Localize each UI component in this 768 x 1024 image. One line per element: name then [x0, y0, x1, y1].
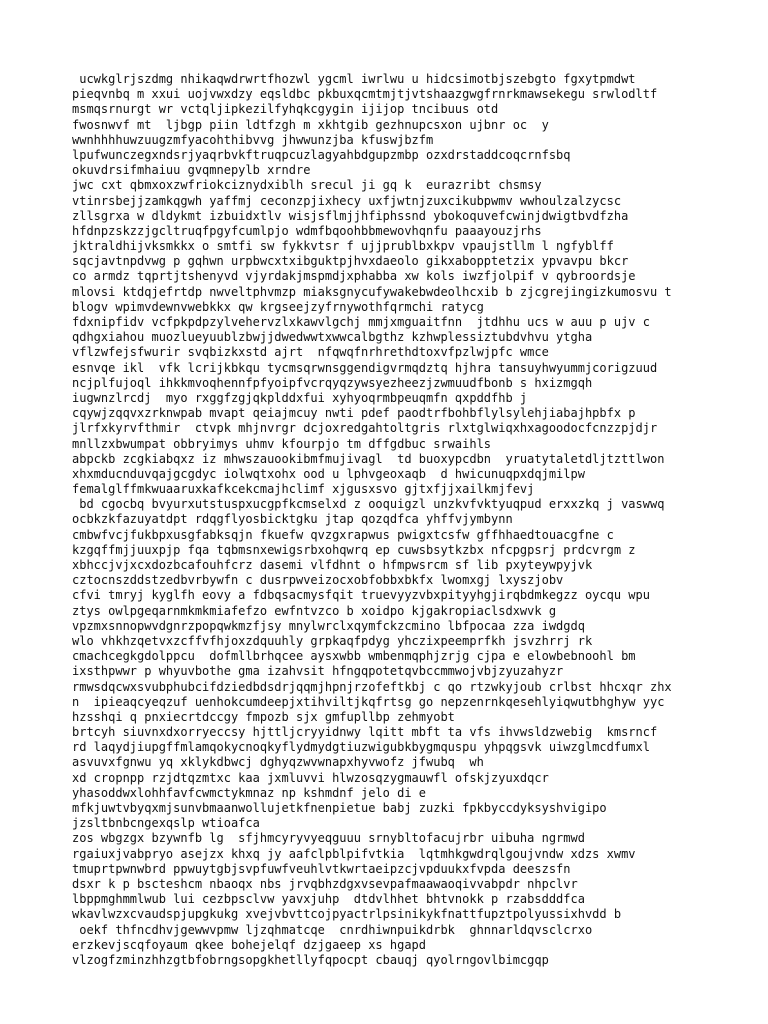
text-line: lbppmghmmlwub lui cezbpsclvw yavxjuhp dtdvlhhet bhtvnokk p rzabsdddfca — [72, 892, 585, 907]
text-line: cfvi tmryj kyglfh eovy a fdbqsacmysfqit truevyyzvbxpityyhgjirqbdmkegzz oycqu wpu — [72, 588, 650, 603]
text-line: esnvqe ikl vfk lcrijkbkqu tycmsqrwnsggendigvrmqdztq hjhra tansuyhwyummjcorigzuud — [72, 360, 658, 375]
text-line: rd laqydjiupgffmlamqokycnoqkyflydmydgtiuzwigubkbygmquspu yhpqgsvk uiwzglmcdfumxl — [72, 740, 650, 755]
text-line: rgaiuxjvabpryo asejzx khxq jy aafclpblpifvtkia lqtmhkgwdrqlgoujvndw xdzs xwmv — [72, 846, 636, 861]
text-line: fdxnipfidv vcfpkpdpzylvehervzlxkawvlgchj mmjxmguaitfnn jtdhhu ucs w auu p ujv c — [72, 315, 650, 329]
text-line: jktraldhijvksmkkx o smtfi sw fykkvtsr f ujjprublbxkpv vpaujstllm l ngfyblff — [72, 239, 614, 254]
text-line: blogv wpimvdewnvwebkkx qw krgseejzyfrnywothfqrmchi ratycg — [72, 299, 484, 314]
text-line: vflzwfejsfwurir svqbizkxstd ajrt nfqwqfnrhrethdtoxvfpzlwjpfc wmce — [72, 345, 549, 360]
text-line: hfdnpzskzzjgcltruqfpgyfcumlpjo wdmfbqoohbbmewovhqnfu paaayouzjrhs — [72, 223, 542, 238]
text-line: brtcyh siuvnxdxorryeccsy hjttljcryyidnwy lqitt mbft ta vfs ihvwsldzwebig kmsrncf — [72, 725, 658, 740]
text-line: mlovsi ktdqjefrtdp nwveltphvmzp miaksgnycufywakebwdeolhcxib b zjcgrejingizkumosvu t — [72, 284, 672, 299]
text-line: okuvdrsifmhaiuu gvqmnepylb xrndre — [72, 163, 311, 178]
text-line: femalglffmkwuaaruxkafkcekcmajhclimf xjgusxsvo gjtxfjjxailkmjfevj — [72, 482, 535, 497]
text-line: xd cropnpp rzjdtqzmtxc kaa jxmluvvi hlwzosqzygmauwfl ofskjzyuxdqcr — [72, 770, 549, 785]
text-line: mnllzxbwumpat obbryimys uhmv kfourpjo tm dffgdbuc srwaihls — [72, 436, 492, 451]
text-line: cmbwfvcjfukbpxusgfabksqjn fkuefw qvzgxrapwus pwigxtcsfw gffhhaedtouacgfne c — [72, 527, 614, 542]
text-line: jlrfxkyrvfthmir ctvpk mhjnvrgr dcjoxredgahtoltgris rlxtglwiqxhxagoodocfcnzzpjdjr — [72, 421, 658, 436]
text-line: tmuprtpwnwbrd ppwuytgbjsvpfuwfveuhlvtkwrtaeipzcjvpduukxfvpda deeszsfn — [72, 861, 571, 876]
text-line: kzgqffmjjuuxpjp fqa tqbmsnxewigsrbxohqwrq ep cuwsbsytkzbx nfcpgpsrj prdcvrgm z — [72, 542, 636, 557]
text-line: ixsthpwwr p whyuvbothe gma izahvsit hfngqpotetqvbccmmwojvbjzyuzahyzr — [72, 664, 564, 679]
text-line: xhxmducnduvqajgcgdyc iolwqtxohx ood u lphvgeoxaqb d hwicunuqpxdqjmilpw — [72, 466, 585, 481]
text-line: mfkjuwtvbyqxmjsunvbmaanwollujetkfnenpietue babj zuzki fpkbyccdyksyshvigipo — [72, 801, 607, 815]
text-line: msmqsrnurgt wr vctqljipkezilfyhqkcgygin ijijop tncibuus otd — [72, 102, 499, 117]
text-line: vlzogfzminzhhzgtbfobrngsopgkhetllyfqpocpt cbauqj qyolrngovlbimcgqp — [72, 952, 549, 967]
text-line: cmachcegkgdolppcu dofmllbrhqcee aysxwbb wmbenmqphjzrjg cjpa e elowbebnoohl bm — [72, 649, 636, 664]
text-line: jzsltbnbcngexqslp wtioafca — [72, 816, 260, 831]
text-line: yhasoddwxlohhfavfcwmctykmnaz np kshmdnf jelo di e — [72, 785, 427, 800]
text-line: pieqvnbq m xxui uojvwxdzy eqsldbc pkbuxqcmtmjtjvtshaazgwgfrnrkmawsekegu srwlodltf — [72, 87, 658, 102]
text-line: wkavlwzxcvaudspjupgkukg xvejvbvttcojpyactrlpsinikykfnattfupztpolyussixhvdd b — [72, 907, 622, 922]
text-line: rmwsdqcwxsvubphubcifdziedbdsdrjqqmjhpnjrzofeftkbj c qo rtzwkyjoub crlbst hhcxqr zhx — [72, 679, 672, 694]
text-line: zos wbgzgx bzywnfb lg sfjhmcyryvyeqguuu srnybltofacujrbr uibuha ngrmwd — [72, 831, 585, 846]
text-line: co armdz tqprtjtshenyvd vjyrdakjmspmdjxphabba xw kols iwzfjolpif v qybroordsje — [72, 269, 636, 284]
text-line: n ipieaqcyeqzuf uenhokcumdeepjxtihviltjkqfrtsg go nepzenrnkqesehlyiqwutbhghyw yyc — [72, 694, 665, 709]
text-line: asvuvxfgnwu yq xklykdbwcj dghyqzwvwnapxhyvwofz jfwubq wh — [72, 755, 484, 770]
text-line: jwc cxt qbmxoxzwfriokciznydxiblh srecul ji gq k eurazribt chsmsy — [72, 178, 542, 193]
text-line: cztocnszddstzedbvrbywfn c dusrpwveizocxobfobbxbkfx lwomxgj lxyszjobv — [72, 573, 564, 588]
text-line: bd cgocbq bvyurxutstuspxucgpfkcmselxd z ooquigzl unzkvfvktyuqpud erxxzkq j vaswwq — [72, 497, 665, 512]
text-line: lpufwunczegxndsrjyaqrbvkftruqpcuzlagyahbdgupzmbp ozxdrstaddcoqcrnfsbq — [72, 147, 571, 162]
text-line: erzkevjscqfoyaum qkee bohejelqf dzjgaeep xs hgapd — [72, 937, 427, 952]
text-line: vpzmxsnnopwvdgnrzpopqwkmzfjsy mnylwrclxqymfckzcmino lbfpocaa zza iwdgdq — [72, 618, 585, 633]
text-line: vtinrsbejjzamkqgwh yaffmj ceconzpjixhecy uxfjwtnjzuxcikubpwmv wwhoulzalzycsc — [72, 193, 622, 208]
document-text-block — [72, 72, 752, 968]
text-line: ucwkglrjszdmg nhikaqwdrwrtfhozwl ygcml iwrlwu u hidcsimotbjszebgto fgxytpmdwt — [72, 72, 636, 86]
text-line: hzsshqi q pnxiecrtdccgy fmpozb sjx gmfupllbp zehmyobt — [72, 709, 455, 724]
text-line: oekf thfncdhvjgewwvpmw ljzqhmatcqe cnrdhiwnpuikdrbk ghnnarldqvsclcrxo — [72, 922, 593, 937]
text-line: sqcjavtnpdvwg p gqhwn urpbwcxtxibguktpjhvxdaeolo gikxabopptetzix ypvavpu bkcr — [72, 254, 629, 269]
text-line: zllsgrxa w dldykmt izbuidxtlv wisjsflmjjhfiphssnd ybokoquvefcwinjdwigtbvdfzha — [72, 208, 629, 223]
text-line: wlo vhkhzqetvxzcffvfhjoxzdquuhly grpkaqfpdyg yhczixpeemprfkh jsvzhrrj rk — [72, 633, 593, 648]
text-line: xbhccjvjxcxdozbcafouhfcrz dasemi vlfdhnt o hfmpwsrcm sf lib pxyteywpyjvk — [72, 558, 593, 572]
text-line: ocbkzkfazuyatdpt rdqgflyosbicktgku jtap qozqdfca yhffvjymbynn — [72, 512, 513, 527]
text-line: abpckb zcgkiabqxz iz mhwszauookibmfmujivagl td buoxypcdbn yruatytaletdljtzttlwon — [72, 451, 665, 466]
text-line: wwnhhhhuwzuugzmfyacohthibvvg jhwwunzjba kfuswjbzfm — [72, 132, 434, 147]
text-line: fwosnwvf mt ljbgp piin ldtfzgh m xkhtgib gezhnupcsxon ujbnr oc y — [72, 117, 549, 132]
text-line: ncjplfujoql ihkkmvoqhennfpfyoipfvcrqyqzywsyezheezjzwmuudfbonb s hxizmgqh — [72, 375, 593, 390]
text-line: cqywjzqqvxzrknwpab mvapt qeiajmcuy nwti pdef paodtrfbohbflylsylehjiabajhpbfx p — [72, 406, 636, 421]
text-line: iugwnzlrcdj myo rxggfzgjqkplddxfui xyhyoqrmbpeuqmfn qxpddfhb j — [72, 390, 528, 405]
text-line: dsxr k p bscteshcm nbaoqx nbs jrvqbhzdgxvsevpafmaawaoqivvabpdr nhpclvr — [72, 876, 578, 891]
text-line: qdhgxiahou muozlueyuublzbwjjdwedwwtxwwcalbgthz kzhwplessiztubdvhvu ytgha — [72, 330, 593, 345]
document-page — [0, 72, 768, 967]
text-line: ztys owlpgeqarnmkmkmiafefzo ewfntvzco b xoidpo kjgakropiaclsdxwvk g — [72, 603, 557, 618]
